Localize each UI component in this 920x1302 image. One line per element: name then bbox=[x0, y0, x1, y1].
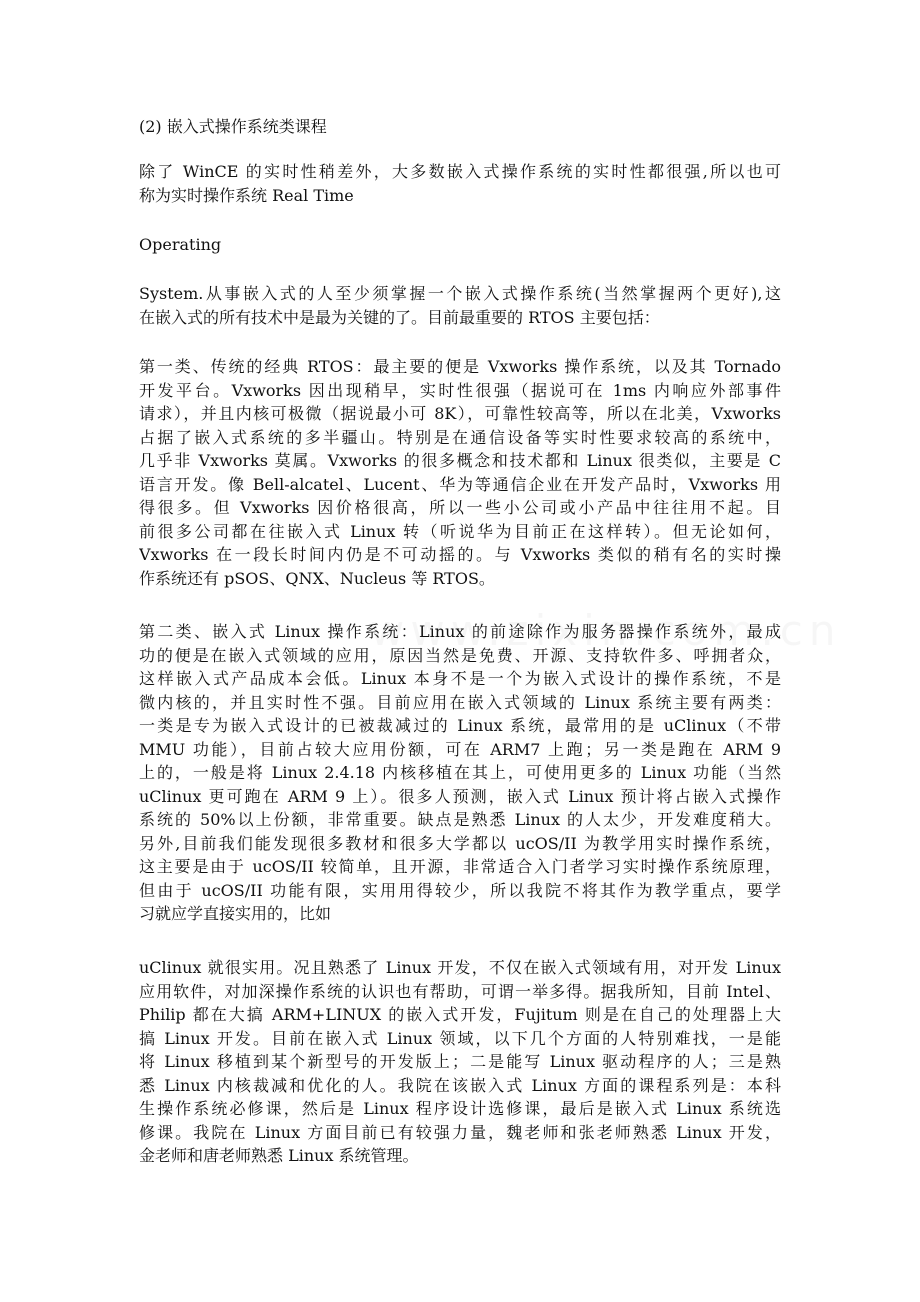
text-line: 搞 Linux 开发。目前在嵌入式 Linux 领域，以下几个方面的人特别难找，一是能 bbox=[139, 1028, 781, 1048]
text-line: 第二类、嵌入式 Linux 操作系统：Linux 的前途除作为服务器操作系统外，最成 bbox=[139, 622, 781, 641]
text-line: 上的，一般是将 Linux 2.4.18 内核移植在其上，可使用更多的 Linux 功能（当然 bbox=[139, 763, 781, 782]
text-line: 系统的 50%以上份额，非常重要。缺点是熟悉 Linux 的人太少，开发难度稍大。 bbox=[139, 810, 781, 829]
text-line: MMU 功能），目前占较大应用份额，可在 ARM7 上跑；另一类是跑在 ARM 9 bbox=[139, 739, 781, 759]
text-line: 语言开发。像 Bell-alcatel、Lucent、华为等通信企业在开发产品时，Vxworks 用 bbox=[139, 474, 781, 494]
paragraph-6 bbox=[139, 956, 781, 1168]
text-line: 悉 Linux 内核裁减和优化的人。我院在该嵌入式 Linux 方面的课程系列是：本科 bbox=[139, 1075, 781, 1095]
text-line: uClinux 就很实用。况且熟悉了 Linux 开发，不仅在嵌入式领域有用，对开发 Linux bbox=[139, 958, 781, 977]
heading-text: (2) 嵌入式操作系统类课程 bbox=[139, 117, 327, 136]
section-heading bbox=[139, 115, 781, 139]
text-line: 微内核的，并且实时性不强。目前应用在嵌入式领域的 Linux 系统主要有两类： bbox=[139, 692, 781, 712]
text-line: 将 Linux 移植到某个新型号的开发版上；二是能写 Linux 驱动程序的人；三是熟 bbox=[139, 1052, 781, 1071]
text-line: Vxworks 在一段长时间内仍是不可动摇的。与 Vxworks 类似的稍有名的实时操 bbox=[139, 545, 781, 564]
text-line: 几乎非 Vxworks 莫属。Vxworks 的很多概念和技术都和 Linux 很类似，主要是 C bbox=[139, 451, 781, 470]
paragraph-5 bbox=[139, 620, 781, 926]
paragraph-3 bbox=[139, 282, 781, 329]
text-line: 除了 WinCE 的实时性稍差外，大多数嵌入式操作系统的实时性都很强,所以也可 bbox=[139, 162, 781, 181]
text-line: uClinux 更可跑在 ARM 9 上）。很多人预测，嵌入式 Linux 预计将占嵌入式操作 bbox=[139, 786, 781, 806]
text-line: 这主要是由于 ucOS/II 较简单，且开源，非常适合入门者学习实时操作系统原理， bbox=[139, 857, 781, 876]
text-line: 习就应学直接实用的，比如 bbox=[139, 904, 332, 923]
text-line: 第一类、传统的经典 RTOS：最主要的便是 Vxworks 操作系统，以及其 Tornado bbox=[139, 357, 781, 376]
text-line: 称为实时操作系统 Real Time bbox=[139, 185, 354, 205]
text-line: 金老师和唐老师熟悉 Linux 系统管理。 bbox=[139, 1146, 419, 1165]
text-line: 作系统还有 pSOS、QNX、Nucleus 等 RTOS。 bbox=[139, 568, 495, 588]
text-line: 另外,目前我们能发现很多教材和很多大学都以 ucOS/II 为教学用实时操作系统， bbox=[139, 833, 781, 853]
text-line: 在嵌入式的所有技术中是最为关键的了。目前最重要的 RTOS 主要包括： bbox=[139, 307, 660, 327]
text-line: 这样嵌入式产品成本会低。Linux 本身不是一个为嵌入式设计的操作系统，不是 bbox=[139, 669, 781, 688]
text-line: 应用软件，对加深操作系统的认识也有帮助，可谓一举多得。据我所知，目前 Intel、 bbox=[139, 981, 781, 1001]
text-line: 前很多公司都在往嵌入式 Linux 转（听说华为目前正在这样转）。但无论如何， bbox=[139, 521, 781, 541]
paragraph-4 bbox=[139, 355, 781, 590]
text-line: 占据了嵌入式系统的多半疆山。特别是在通信设备等实时性要求较高的系统中， bbox=[139, 427, 781, 447]
text-line: Philip 都在大搞 ARM+LINUX 的嵌入式开发，Fujitum 则是在自己的处理器上大 bbox=[139, 1005, 781, 1024]
paragraph-2 bbox=[139, 233, 781, 257]
text-line: 但由于 ucOS/II 功能有限，实用用得较少，所以我院不将其作为教学重点，要学 bbox=[139, 880, 781, 900]
text-line: 生操作系统必修课，然后是 Linux 程序设计选修课，最后是嵌入式 Linux 系统选 bbox=[139, 1099, 781, 1118]
text-line: 功的便是在嵌入式领域的应用，原因当然是免费、开源、支持软件多、呼拥者众， bbox=[139, 645, 781, 665]
text-line: Operating bbox=[139, 235, 222, 254]
text-line: 一类是专为嵌入式设计的已被裁减过的 Linux 系统，最常用的是 uClinux（不带 bbox=[139, 716, 781, 735]
text-line: System.从事嵌入式的人至少须掌握一个嵌入式操作系统(当然掌握两个更好),这 bbox=[139, 284, 781, 303]
text-line: 请求），并且内核可极微（据说最小可 8K），可靠性较高等，所以在北美，Vxworks bbox=[139, 404, 781, 423]
text-line: 修课。我院在 Linux 方面目前已有较强力量，魏老师和张老师熟悉 Linux 开发， bbox=[139, 1122, 781, 1142]
text-line: 得很多。但 Vxworks 因价格很高，所以一些小公司或小产品中往往用不起。目 bbox=[139, 498, 781, 517]
text-line: 开发平台。Vxworks 因出现稍早，实时性很强（据说可在 1ms 内响应外部事件 bbox=[139, 380, 781, 400]
paragraph-1 bbox=[139, 160, 781, 207]
